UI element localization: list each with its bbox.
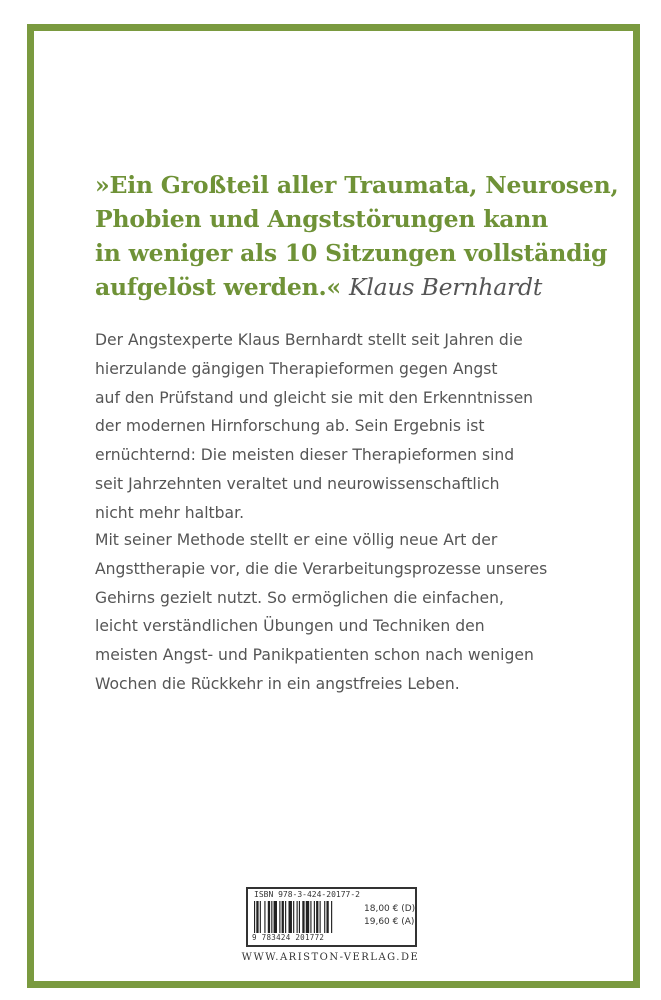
barcode-box (246, 887, 417, 947)
isbn-label: ISBN 978-3-424-20177-2 (254, 890, 360, 899)
price-germany: 18,00 € (D) (364, 904, 416, 914)
paragraph-line: seit Jahrzehnten veraltet und neurowissenschaftlich (95, 474, 500, 493)
barcode-icon (254, 901, 359, 933)
paragraph-line: Angsttherapie vor, die die Verarbeitungsprozesse unseres (95, 559, 548, 578)
paragraph-line: nicht mehr haltbar. (95, 503, 245, 522)
paragraph-line: der modernen Hirnforschung ab. Sein Ergebnis ist (95, 417, 485, 436)
paragraph-line: leicht verständlichen Übungen und Techniken den (95, 617, 485, 636)
paragraph-line: Der Angstexperte Klaus Bernhardt stellt seit Jahren die (95, 331, 523, 349)
pull-quote (95, 168, 619, 304)
quote-line-last (95, 270, 615, 304)
barcode-digits: 9 783424 201772 (252, 933, 325, 942)
price-austria: 19,60 € (A) (364, 917, 415, 927)
quote-text: aufgelöst werden.« (95, 273, 341, 301)
publisher-website: WWW.ARISTON-VERLAG.DE (241, 952, 420, 963)
paragraph-line: Mit seiner Methode stellt er eine völlig neue Art der (95, 531, 498, 549)
quote-author: Klaus Bernhardt (348, 273, 543, 301)
paragraph-line: Wochen die Rückkehr in ein angstfreies Leben. (95, 674, 460, 693)
paragraph-line: Gehirns gezielt nutzt. So ermöglichen die einfachen, (95, 588, 504, 607)
paragraph-line: meisten Angst- und Panikpatienten schon nach wenigen (95, 646, 534, 665)
price-block (364, 903, 415, 929)
quote-line: Phobien und Angststörungen kann (95, 205, 549, 233)
quote-line: »Ein Großteil aller Traumata, Neurosen, (95, 171, 619, 199)
paragraph-line: auf den Prüfstand und gleicht sie mit den Erkenntnissen (95, 388, 534, 407)
paragraph-line: ernüchternd: Die meisten dieser Therapieformen sind (95, 446, 515, 465)
paragraph-1 (95, 326, 595, 528)
paragraph-line: hierzulande gängigen Therapieformen gegen Angst (95, 359, 498, 378)
quote-line: in weniger als 10 Sitzungen vollständig (95, 239, 608, 267)
paragraph-2 (95, 526, 595, 699)
